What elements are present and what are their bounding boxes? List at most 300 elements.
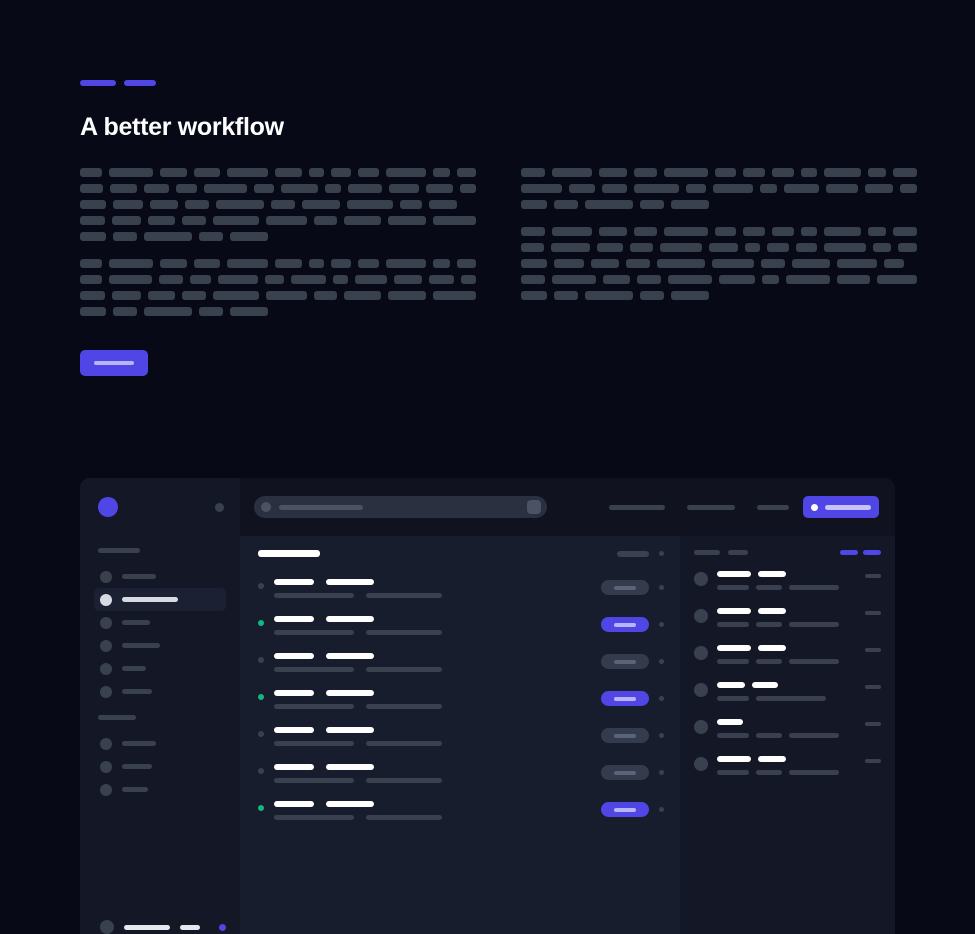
row-title-token bbox=[326, 801, 374, 807]
right-panel-header bbox=[694, 550, 881, 555]
sidebar-collapse-icon[interactable] bbox=[215, 503, 224, 512]
hero-text-token bbox=[388, 216, 427, 225]
table-row[interactable] bbox=[252, 645, 668, 682]
hero-text-token bbox=[630, 243, 653, 252]
activity-meta-token bbox=[756, 659, 782, 664]
activity-meta-token bbox=[717, 696, 749, 701]
row-action-label bbox=[614, 771, 636, 775]
hero-text-token bbox=[80, 275, 102, 284]
hero-text-token bbox=[266, 216, 307, 225]
hero-text-token bbox=[715, 227, 735, 236]
activity-title-token bbox=[758, 608, 786, 614]
hero-text-token bbox=[400, 200, 422, 209]
sidebar-item-1-1[interactable] bbox=[94, 755, 226, 778]
add-new-label bbox=[825, 505, 871, 510]
hero-text-token bbox=[265, 275, 283, 284]
activity-meta-token bbox=[756, 696, 826, 701]
activity-meta bbox=[717, 696, 856, 701]
hero-text-token bbox=[185, 200, 209, 209]
hero-text-token bbox=[521, 168, 545, 177]
tab-indicator-1[interactable] bbox=[840, 550, 858, 555]
sidebar-item-label bbox=[122, 643, 160, 648]
app-window-body bbox=[80, 478, 895, 934]
hero-text-token bbox=[898, 243, 917, 252]
hero-text-token bbox=[824, 243, 866, 252]
hero-text-token bbox=[762, 275, 778, 284]
activity-timestamp bbox=[865, 759, 881, 763]
avatar bbox=[694, 572, 708, 586]
hero-column-right bbox=[521, 168, 917, 334]
hero-text-token bbox=[591, 259, 619, 268]
row-meta-token bbox=[366, 741, 442, 746]
list-item[interactable] bbox=[694, 645, 881, 664]
primary-cta-button[interactable] bbox=[80, 350, 148, 376]
sidebar bbox=[80, 478, 240, 934]
hero-text-token bbox=[113, 232, 137, 241]
row-content bbox=[274, 801, 591, 820]
hero-text-token bbox=[110, 184, 137, 193]
eyebrow-bar-1 bbox=[80, 80, 116, 86]
row-meta-token bbox=[274, 630, 354, 635]
hero-text-token bbox=[457, 168, 476, 177]
avatar bbox=[694, 720, 708, 734]
sidebar-item-0-5[interactable] bbox=[94, 680, 226, 703]
row-menu-icon[interactable] bbox=[659, 585, 664, 590]
main-area bbox=[240, 478, 895, 934]
hero-text-token bbox=[552, 275, 596, 284]
hero-text-token bbox=[344, 291, 381, 300]
primary-cta-label bbox=[94, 361, 134, 365]
activity-title bbox=[717, 719, 856, 725]
row-action-label bbox=[614, 697, 636, 701]
hero-text-token bbox=[159, 275, 182, 284]
row-title bbox=[274, 690, 591, 696]
activity-title bbox=[717, 608, 856, 614]
hero-text-token bbox=[199, 307, 223, 316]
activity-title-token bbox=[717, 645, 751, 651]
row-title bbox=[274, 579, 591, 585]
hero-text-token bbox=[801, 168, 818, 177]
table-row[interactable] bbox=[252, 682, 668, 719]
hero-text-line bbox=[521, 291, 917, 300]
hero-text-token bbox=[521, 243, 544, 252]
hero-text-line bbox=[80, 216, 476, 225]
hero-text-token bbox=[900, 184, 917, 193]
list-rows bbox=[252, 571, 668, 830]
row-menu-icon[interactable] bbox=[659, 696, 664, 701]
row-title bbox=[274, 727, 591, 733]
list-panel bbox=[240, 536, 680, 934]
hero-text-token bbox=[599, 227, 627, 236]
hero-text-token bbox=[599, 168, 627, 177]
activity-title-token bbox=[758, 571, 786, 577]
hero-text-token bbox=[160, 168, 187, 177]
activity-title bbox=[717, 682, 856, 688]
hero-text-token bbox=[597, 243, 623, 252]
hero-text-token bbox=[216, 200, 264, 209]
hero-text-token bbox=[713, 184, 752, 193]
activity-meta-token bbox=[756, 585, 782, 590]
hero-text-token bbox=[182, 291, 205, 300]
hero-text-token bbox=[331, 168, 351, 177]
notification-dot-icon bbox=[219, 924, 226, 931]
hero-text-token bbox=[824, 168, 861, 177]
hero-text-token bbox=[772, 227, 794, 236]
hero-text-token bbox=[433, 168, 450, 177]
hero-text-token bbox=[521, 291, 547, 300]
row-action-button[interactable] bbox=[601, 728, 649, 743]
row-title-token bbox=[274, 801, 314, 807]
hero-text-token bbox=[344, 216, 381, 225]
hero-text-token bbox=[254, 184, 274, 193]
hero-text-token bbox=[426, 184, 453, 193]
row-title-token bbox=[326, 690, 374, 696]
table-row[interactable] bbox=[252, 719, 668, 756]
hero-text-token bbox=[213, 216, 259, 225]
hero-text-token bbox=[868, 227, 886, 236]
status-badge bbox=[258, 657, 264, 663]
hero-text-token bbox=[80, 168, 102, 177]
hero-text-token bbox=[660, 243, 702, 252]
hero-text-token bbox=[801, 227, 818, 236]
sidebar-item-icon bbox=[100, 761, 112, 773]
hero-text-token bbox=[743, 227, 765, 236]
hero-text-token bbox=[160, 259, 187, 268]
hero-text-token bbox=[634, 184, 679, 193]
row-menu-icon[interactable] bbox=[659, 659, 664, 664]
list-header-action[interactable] bbox=[617, 551, 649, 557]
activity-meta-token bbox=[717, 770, 749, 775]
hero-text-token bbox=[230, 232, 268, 241]
list-item[interactable] bbox=[694, 571, 881, 590]
activity-meta-token bbox=[717, 659, 749, 664]
list-item[interactable] bbox=[694, 608, 881, 627]
hero-text-token bbox=[80, 184, 103, 193]
top-nav-item-1[interactable] bbox=[687, 505, 735, 510]
row-title-token bbox=[274, 653, 314, 659]
hero-text-token bbox=[325, 184, 341, 193]
row-action-button[interactable] bbox=[601, 691, 649, 706]
hero-text-token bbox=[657, 259, 705, 268]
hero-text-token bbox=[80, 291, 105, 300]
hero-text-line bbox=[521, 227, 917, 236]
hero-text-token bbox=[182, 216, 205, 225]
activity-title-token bbox=[717, 571, 751, 577]
row-meta-token bbox=[366, 630, 442, 635]
hero-text-token bbox=[824, 227, 861, 236]
hero-text-token bbox=[668, 275, 712, 284]
page-title: A better workflow bbox=[80, 113, 284, 141]
hero-text-token bbox=[772, 168, 794, 177]
hero-text-token bbox=[709, 243, 737, 252]
row-action-button[interactable] bbox=[601, 654, 649, 669]
activity-meta-token bbox=[756, 770, 782, 775]
hero-text-line bbox=[521, 243, 917, 252]
row-menu-icon[interactable] bbox=[659, 770, 664, 775]
hero-text-token bbox=[213, 291, 259, 300]
row-meta bbox=[274, 741, 591, 746]
hero-paragraph bbox=[521, 227, 917, 300]
hero-text-token bbox=[433, 216, 476, 225]
row-meta-token bbox=[274, 667, 354, 672]
row-title-token bbox=[274, 579, 314, 585]
logo-icon bbox=[98, 497, 118, 517]
hero-text-token bbox=[309, 168, 324, 177]
activity-title-token bbox=[758, 756, 786, 762]
hero-text-token bbox=[826, 184, 858, 193]
sidebar-item-0-0[interactable] bbox=[94, 565, 226, 588]
hero-text-line bbox=[521, 275, 917, 284]
hero-text-token bbox=[719, 275, 756, 284]
hero-text-token bbox=[389, 184, 419, 193]
status-badge bbox=[258, 768, 264, 774]
hero-text-token bbox=[148, 216, 175, 225]
activity-timestamp bbox=[865, 648, 881, 652]
right-panel-tabs[interactable] bbox=[840, 550, 881, 555]
hero-text-token bbox=[712, 259, 754, 268]
hero-text-token bbox=[266, 291, 307, 300]
row-title bbox=[274, 653, 591, 659]
sidebar-item-label bbox=[122, 689, 152, 694]
hero-text-line bbox=[521, 259, 917, 268]
table-row[interactable] bbox=[252, 756, 668, 793]
row-action-button[interactable] bbox=[601, 802, 649, 817]
hero-text-token bbox=[394, 275, 422, 284]
list-title bbox=[258, 550, 320, 557]
sidebar-item-0-3[interactable] bbox=[94, 634, 226, 657]
activity-meta bbox=[717, 622, 856, 627]
row-title-token bbox=[326, 764, 374, 770]
hero-text-token bbox=[144, 232, 192, 241]
hero-text-token bbox=[603, 275, 630, 284]
tab-indicator-2[interactable] bbox=[863, 550, 881, 555]
right-panel-subtitle bbox=[728, 550, 748, 555]
hero-text-token bbox=[460, 184, 476, 193]
row-title-token bbox=[274, 616, 314, 622]
hero-text-token bbox=[358, 168, 378, 177]
activity-content bbox=[717, 645, 856, 664]
avatar bbox=[694, 757, 708, 771]
row-meta-token bbox=[274, 704, 354, 709]
hero-text-token bbox=[109, 168, 153, 177]
activity-meta-token bbox=[756, 622, 782, 627]
hero-text-line bbox=[80, 168, 476, 177]
sidebar-header bbox=[80, 478, 240, 536]
row-content bbox=[274, 764, 591, 783]
hero-text-token bbox=[190, 275, 212, 284]
hero-text-token bbox=[144, 307, 192, 316]
activity-title bbox=[717, 571, 856, 577]
status-badge bbox=[258, 805, 264, 811]
hero-text-token bbox=[865, 184, 893, 193]
row-action-label bbox=[614, 623, 636, 627]
activity-meta-token bbox=[756, 733, 782, 738]
hero-text-token bbox=[868, 168, 886, 177]
row-menu-icon[interactable] bbox=[659, 622, 664, 627]
row-action-button[interactable] bbox=[601, 580, 649, 595]
list-item[interactable] bbox=[694, 719, 881, 738]
avatar bbox=[694, 683, 708, 697]
top-bar bbox=[240, 478, 895, 536]
row-meta bbox=[274, 704, 591, 709]
row-title-token bbox=[326, 653, 374, 659]
sidebar-item-label bbox=[122, 597, 178, 602]
row-meta-token bbox=[274, 741, 354, 746]
sidebar-account[interactable] bbox=[80, 908, 240, 934]
hero-text-token bbox=[569, 184, 595, 193]
activity-content bbox=[717, 682, 856, 701]
hero-paragraph bbox=[521, 168, 917, 209]
table-row[interactable] bbox=[252, 571, 668, 608]
sidebar-section-header bbox=[98, 548, 140, 553]
activity-title-token bbox=[758, 645, 786, 651]
hero-text-token bbox=[150, 200, 178, 209]
hero-text-token bbox=[521, 200, 547, 209]
hero-text-token bbox=[358, 259, 378, 268]
sidebar-item-0-2[interactable] bbox=[94, 611, 226, 634]
list-header bbox=[252, 550, 668, 571]
hero-text-token bbox=[664, 168, 708, 177]
hero-text-token bbox=[457, 259, 476, 268]
row-content bbox=[274, 653, 591, 672]
activity-title-token bbox=[717, 608, 751, 614]
eyebrow-bar-2 bbox=[124, 80, 156, 86]
avatar bbox=[694, 646, 708, 660]
row-menu-icon[interactable] bbox=[659, 733, 664, 738]
hero-paragraph bbox=[80, 168, 476, 241]
hero-text-token bbox=[767, 243, 788, 252]
activity-meta bbox=[717, 585, 856, 590]
row-meta-token bbox=[274, 593, 354, 598]
top-nav bbox=[609, 505, 789, 510]
hero-text-token bbox=[715, 168, 735, 177]
search-input[interactable] bbox=[254, 496, 547, 518]
row-action-button[interactable] bbox=[601, 617, 649, 632]
row-title bbox=[274, 616, 591, 622]
activity-content bbox=[717, 719, 856, 738]
hero-text-line bbox=[521, 168, 917, 177]
sidebar-item-1-0[interactable] bbox=[94, 732, 226, 755]
hero-text-token bbox=[686, 184, 707, 193]
sidebar-item-0-4[interactable] bbox=[94, 657, 226, 680]
list-item[interactable] bbox=[694, 756, 881, 775]
hero-text-token bbox=[199, 232, 223, 241]
hero-paragraph bbox=[80, 259, 476, 316]
sidebar-item-icon bbox=[100, 738, 112, 750]
hero-text-token bbox=[640, 200, 664, 209]
hero-text-token bbox=[784, 184, 820, 193]
row-meta bbox=[274, 630, 591, 635]
activity-meta-token bbox=[717, 585, 749, 590]
hero-text-token bbox=[893, 227, 917, 236]
hero-text-token bbox=[227, 259, 268, 268]
add-new-button[interactable] bbox=[803, 496, 879, 518]
hero-text-token bbox=[877, 275, 917, 284]
activity-meta bbox=[717, 733, 856, 738]
hero-text-token bbox=[433, 259, 450, 268]
hero-text-token bbox=[80, 216, 105, 225]
sidebar-item-icon bbox=[100, 571, 112, 583]
row-action-button[interactable] bbox=[601, 765, 649, 780]
hero-text-token bbox=[281, 184, 318, 193]
row-meta bbox=[274, 815, 591, 820]
activity-title-token bbox=[717, 682, 745, 688]
hero-text-line bbox=[80, 275, 476, 284]
hero-text-token bbox=[634, 227, 658, 236]
hero-text-token bbox=[893, 168, 917, 177]
hero-text-token bbox=[551, 243, 590, 252]
hero-text-token bbox=[113, 307, 137, 316]
activity-meta-token bbox=[789, 770, 839, 775]
sidebar-item-0-1[interactable] bbox=[94, 588, 226, 611]
row-meta-token bbox=[366, 593, 442, 598]
account-meta bbox=[180, 925, 200, 930]
hero-text-token bbox=[388, 291, 427, 300]
hero-text-token bbox=[271, 200, 295, 209]
hero-text-token bbox=[521, 259, 547, 268]
search-shortcut-icon bbox=[527, 500, 541, 514]
hero-text-token bbox=[176, 184, 197, 193]
row-content bbox=[274, 727, 591, 746]
hero-text-token bbox=[148, 291, 175, 300]
top-nav-item-2[interactable] bbox=[757, 505, 789, 510]
activity-meta bbox=[717, 659, 856, 664]
sidebar-item-icon bbox=[100, 617, 112, 629]
hero-text-token bbox=[109, 275, 152, 284]
sidebar-item-label bbox=[122, 787, 148, 792]
sidebar-section-header bbox=[98, 715, 136, 720]
hero-text-line bbox=[80, 291, 476, 300]
activity-title-token bbox=[717, 719, 743, 725]
row-menu-icon[interactable] bbox=[659, 807, 664, 812]
hero-text-token bbox=[348, 184, 382, 193]
sidebar-item-label bbox=[122, 574, 156, 579]
sidebar-item-label bbox=[122, 620, 150, 625]
hero-text-token bbox=[521, 275, 545, 284]
hero-text-line bbox=[80, 200, 476, 209]
activity-title-token bbox=[752, 682, 778, 688]
hero-text-token bbox=[637, 275, 661, 284]
list-item[interactable] bbox=[694, 682, 881, 701]
sidebar-item-icon bbox=[100, 686, 112, 698]
activity-content bbox=[717, 571, 856, 590]
hero-columns bbox=[80, 168, 910, 334]
hero-text-token bbox=[521, 184, 562, 193]
hero-text-token bbox=[461, 275, 476, 284]
list-header-menu-icon[interactable] bbox=[659, 551, 664, 556]
top-nav-item-0[interactable] bbox=[609, 505, 665, 510]
hero-text-token bbox=[109, 259, 153, 268]
hero-text-token bbox=[634, 168, 658, 177]
sidebar-item-label bbox=[122, 764, 152, 769]
hero-text-token bbox=[585, 291, 633, 300]
hero-text-token bbox=[347, 200, 393, 209]
sidebar-item-1-2[interactable] bbox=[94, 778, 226, 801]
table-row[interactable] bbox=[252, 608, 668, 645]
status-badge bbox=[258, 731, 264, 737]
row-action-label bbox=[614, 586, 636, 590]
hero-text-line bbox=[80, 259, 476, 268]
row-action-label bbox=[614, 660, 636, 664]
activity-meta-token bbox=[789, 622, 839, 627]
table-row[interactable] bbox=[252, 793, 668, 830]
hero-text-token bbox=[80, 232, 106, 241]
hero-text-line bbox=[80, 232, 476, 241]
hero-text-line bbox=[80, 184, 476, 193]
hero-text-token bbox=[194, 168, 219, 177]
activity-meta-token bbox=[717, 622, 749, 627]
row-title bbox=[274, 801, 591, 807]
